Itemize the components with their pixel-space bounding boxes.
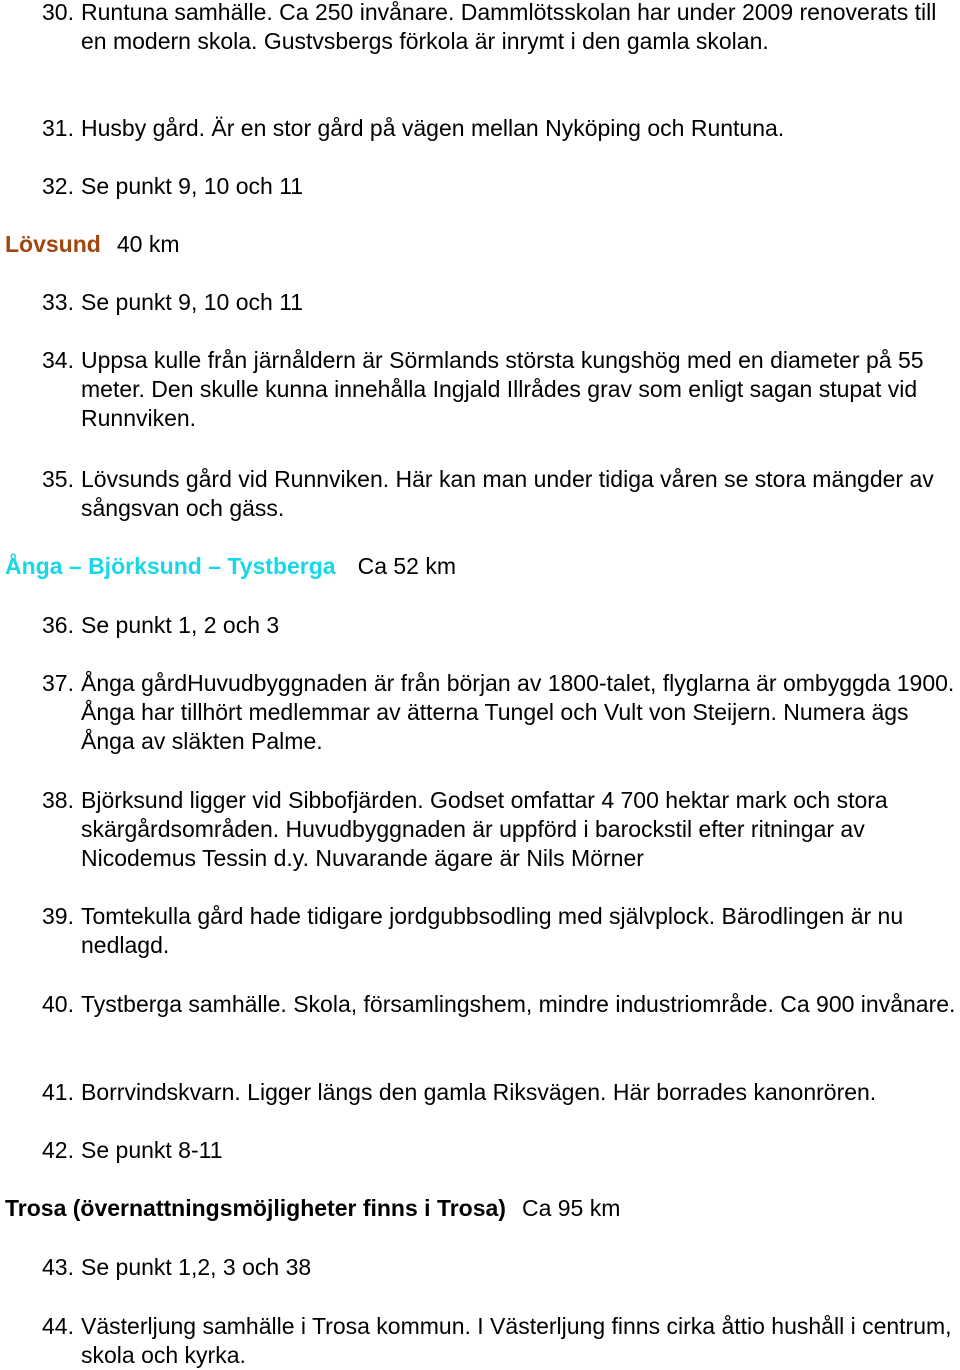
item-text: Borrvindskvarn. Ligger längs den gamla Riksvägen. Här borrades kanonrören. <box>81 1079 877 1105</box>
item-number: 38. <box>42 787 74 813</box>
item-number: 42. <box>42 1137 74 1163</box>
item-number: 34. <box>42 347 74 373</box>
item-text: Se punkt 1, 2 och 3 <box>81 612 280 638</box>
item-text: Tomtekulla gård hade tidigare jordgubbsodling med självplock. Bärodlingen är nu nedlagd. <box>81 903 904 958</box>
item-number: 31. <box>42 115 74 141</box>
item-number: 41. <box>42 1079 74 1105</box>
item-text: Ånga gårdHuvudbyggnaden är från början av 1800-talet, flyglarna är ombyggda 1900. Ånga har tillhört medlemmar av ätterna Tungel och Vult von Steijern. Numera ägs Ånga av släkten Palme. <box>81 670 955 754</box>
item-text: Se punkt 8-11 <box>81 1137 223 1163</box>
item-number: 44. <box>42 1313 74 1339</box>
item-number: 40. <box>42 991 74 1017</box>
item-text: Se punkt 9, 10 och 11 <box>81 173 304 199</box>
list-item-31 <box>42 114 960 143</box>
item-number: 43. <box>42 1254 74 1280</box>
list-item-43 <box>42 1253 960 1282</box>
list-item-41 <box>42 1078 960 1107</box>
section-title: Ånga – Björksund – Tystberga <box>5 553 336 579</box>
item-text: Se punkt 9, 10 och 11 <box>81 289 304 315</box>
item-number: 30. <box>42 0 74 25</box>
item-number: 32. <box>42 173 74 199</box>
section-title: Trosa (övernattningsmöjligheter finns i Trosa) <box>5 1195 506 1221</box>
list-item-37 <box>42 669 960 756</box>
list-item-40 <box>42 990 960 1019</box>
list-item-39 <box>42 902 960 960</box>
item-text: Se punkt 1,2, 3 och 38 <box>81 1254 312 1280</box>
section-distance: Ca 52 km <box>357 553 457 579</box>
list-item-34 <box>42 346 960 433</box>
section-heading-trosa <box>5 1194 620 1223</box>
item-text: Runtuna samhälle. Ca 250 invånare. Dammlötsskolan har under 2009 renoverats till en modern skola. Gustvsbergs förkola är inrymt i den gamla skolan. <box>81 0 937 54</box>
item-text: Husby gård. Är en stor gård på vägen mellan Nyköping och Runtuna. <box>81 115 785 141</box>
item-text: Uppsa kulle från järnåldern är Sörmlands största kungshög med en diameter på 55 meter. Den skulle kunna innehålla Ingjald Illrådes grav som enligt sagan stupat vid Runnviken. <box>81 347 924 431</box>
section-title: Lövsund <box>5 231 101 257</box>
list-item-32 <box>42 172 960 201</box>
section-heading-anga <box>5 552 456 581</box>
list-item-30 <box>42 0 960 56</box>
item-text: Västerljung samhälle i Trosa kommun. I Västerljung finns cirka åttio hushåll i centrum, skola och kyrka. <box>81 1313 952 1368</box>
item-text: Björksund ligger vid Sibbofjärden. Godset omfattar 4 700 hektar mark och stora skärgårdsområden. Huvudbyggnaden är uppförd i barockstil efter ritningar av Nicodemus Tessin d.y. Nuvarande ägare är Nils Mörner <box>81 787 888 871</box>
item-number: 36. <box>42 612 74 638</box>
list-item-33 <box>42 288 960 317</box>
section-heading-lovsund <box>5 230 179 259</box>
item-text: Tystberga samhälle. Skola, församlingshem, mindre industriområde. Ca 900 invånare. <box>81 991 956 1017</box>
list-item-36 <box>42 611 960 640</box>
list-item-35 <box>42 465 960 523</box>
item-number: 35. <box>42 466 74 492</box>
item-number: 33. <box>42 289 74 315</box>
section-distance: 40 km <box>116 231 180 257</box>
list-item-38 <box>42 786 960 873</box>
list-item-44 <box>42 1312 960 1370</box>
item-number: 37. <box>42 670 74 696</box>
item-number: 39. <box>42 903 74 929</box>
item-text: Lövsunds gård vid Runnviken. Här kan man under tidiga våren se stora mängder av sångsvan och gäss. <box>81 466 934 521</box>
list-item-42 <box>42 1136 960 1165</box>
section-distance: Ca 95 km <box>521 1195 621 1221</box>
